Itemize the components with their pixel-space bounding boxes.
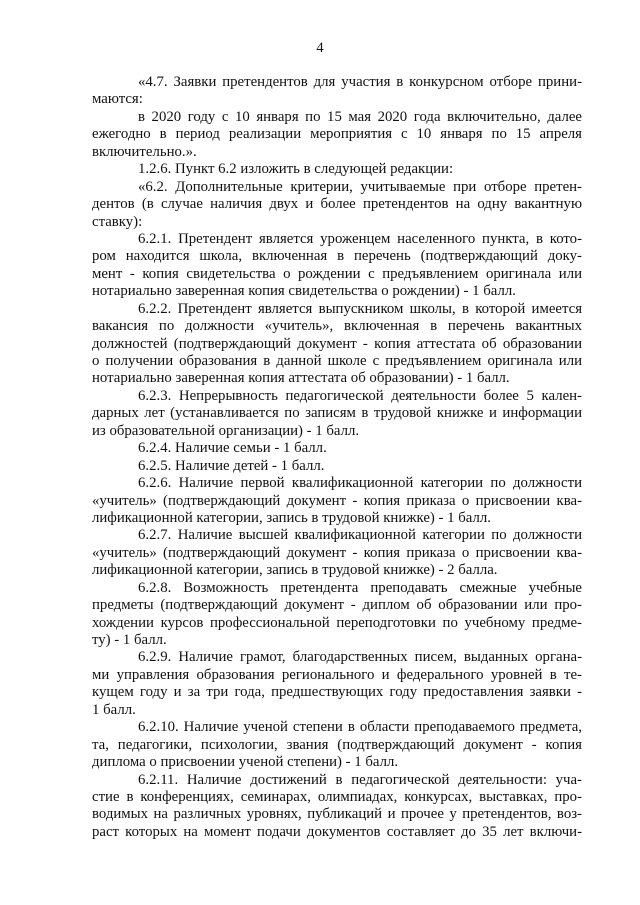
text-line: лификационной категории, запись в трудовой книжке) - 2 балла. (92, 562, 498, 579)
text-line: ту) - 1 балл. (92, 632, 167, 648)
text-line: 6.2.9. Наличие грамот, благодарственных писем, выданных органа- (138, 649, 582, 666)
text-line: «4.7. Заявки претендентов для участия в конкурсном отборе прини- (138, 74, 582, 90)
text-line: 6.2.2. Претендент является выпускником школы, в которой имеется (138, 300, 582, 317)
text-line: из образовательной организации) - 1 балл. (92, 422, 360, 439)
text-line: 6.2.8. Возможность претендента преподавать смежные учебные (138, 579, 582, 596)
text-line: кущем году и за три года, предшествующих году предоставления заявки - (92, 684, 582, 701)
text-line: 6.2.1. Претендент является уроженцем населенного пункта, в кото- (138, 230, 582, 247)
text-line: нотариально заверенная копия свидетельства о рождении) - 1 балл. (92, 283, 516, 300)
text-line: стие в конференциях, семинарах, олимпиадах, конкурсах, выставках, про- (92, 788, 582, 805)
text-line: хождении курсов профессиональной переподготовки по учебному предме- (92, 614, 582, 631)
text-line: ром находится школа, включенная в перечень (подтверждающий доку- (92, 248, 582, 265)
text-line: та, педагогики, психологии, звания (подтверждающий документ - копия (92, 736, 582, 753)
text-line: дентов (в случае наличия двух и более претендентов на одну вакантную (92, 196, 582, 213)
text-line: 6.2.6. Наличие первой квалификационной категории по должности (138, 475, 582, 492)
text-line: ежегодно в период реализации мероприятия с 10 января по 15 апреля (92, 126, 582, 143)
text-line: дарных лет (устанавливается по записям в трудовой книжке и информации (92, 405, 582, 422)
text-line: маются: (92, 91, 143, 108)
text-line: «учитель» (подтверждающий документ - копия приказа о присвоении ква- (92, 492, 582, 509)
text-line: 6.2.7. Наличие высшей квалификационной категории по должности (138, 527, 582, 544)
page-number: 4 (316, 40, 324, 56)
text-line: мент - копия свидетельства о рождении с предъявлением оригинала или (92, 265, 582, 282)
text-line: лификационной категории, запись в трудовой книжке) - 1 балл. (92, 509, 491, 526)
text-line: нотариально заверенная копия аттестата об образовании) - 1 балл. (92, 370, 510, 387)
text-line: водимых на различных уровнях, публикаций и прочее у претендентов, воз- (92, 806, 582, 823)
text-line: о получении образования в данной школе с предъявлением оригинала или (92, 353, 582, 369)
text-line: вакансия по должности «учитель», включенная в перечень вакантных (92, 318, 582, 335)
document-body (92, 74, 582, 841)
text-line: 1 балл. (92, 701, 136, 718)
text-line: 6.2.11. Наличие достижений в педагогической деятельности: уча- (138, 771, 582, 788)
text-line: предметы (подтверждающий документ - диплом об образовании или про- (92, 597, 582, 614)
text-line: 1.2.6. Пункт 6.2 изложить в следующей редакции: (138, 161, 454, 178)
text-line: «6.2. Дополнительные критерии, учитываемые при отборе претен- (138, 178, 582, 195)
text-line: ставку): (92, 213, 143, 230)
text-line: 6.2.4. Наличие семьи - 1 балл. (138, 440, 327, 457)
text-line: должностей (подтверждающий документ - копия аттестата об образовании (92, 335, 582, 352)
text-line: диплома о присвоении ученой степени) - 1 балл. (92, 754, 399, 771)
text-line: включительно.». (92, 143, 197, 160)
text-line: раст которых на момент подачи документов составляет до 35 лет включи- (92, 823, 582, 840)
text-line: «учитель» (подтверждающий документ - копия приказа о присвоении ква- (92, 544, 582, 561)
text-line: ми управления образования регионального и федерального уровней в те- (92, 666, 582, 683)
text-line: 6.2.5. Наличие детей - 1 балл. (138, 457, 325, 474)
text-line: 6.2.10. Наличие ученой степени в области преподаваемого предмета, (138, 719, 582, 736)
text-line: 6.2.3. Непрерывность педагогической деятельности более 5 кален- (138, 387, 582, 404)
text-line: в 2020 году с 10 января по 15 мая 2020 года включительно, далее (138, 108, 582, 125)
